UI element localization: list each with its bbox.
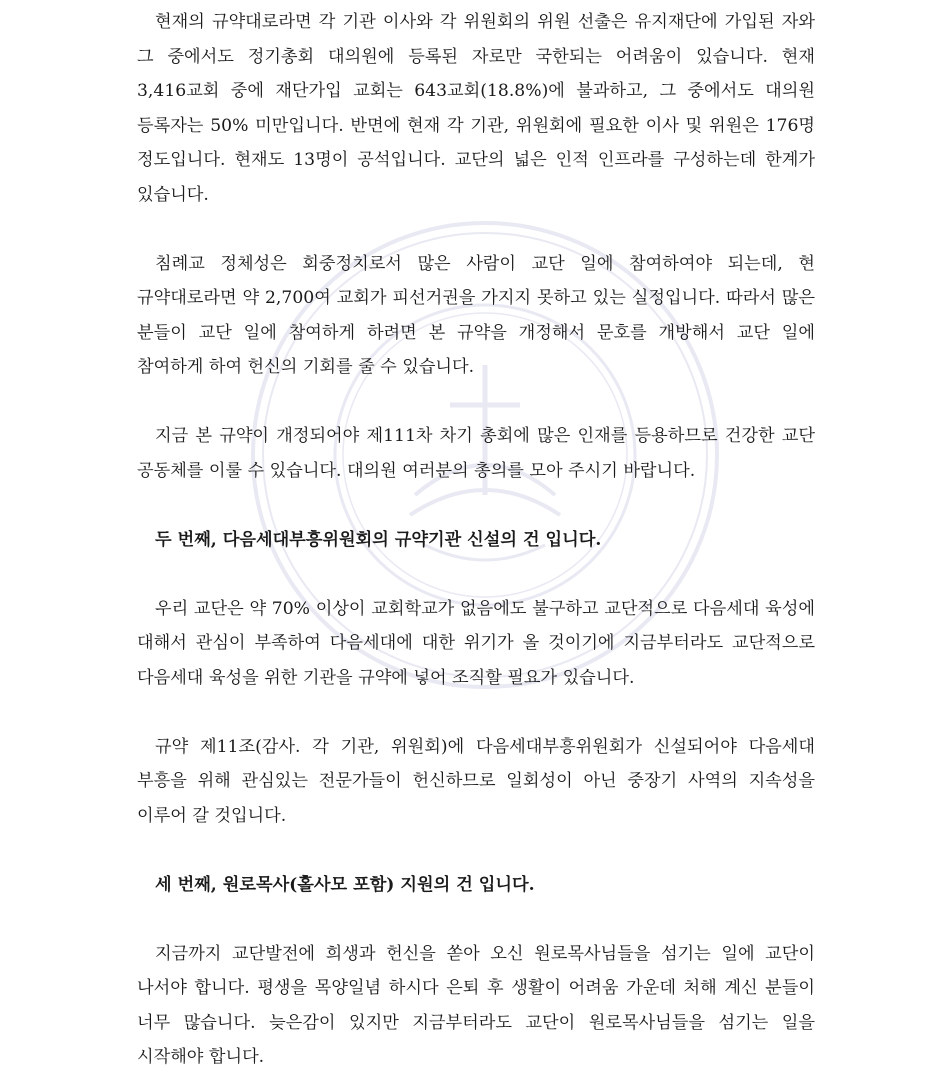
paragraph-next-generation-need: 우리 교단은 약 70% 이상이 교회학교가 없음에도 불구하고 교단적으로 다음세대 육성에 대해서 관심이 부족하여 다음세대에 대한 위기가 올 것이기에 지금부터라도 교단적으로 다음세대 육성을 위한 기관을 규약에 넣어 조직할 필요가 있습니다. bbox=[137, 598, 815, 688]
paragraph-qualification-problem: 현재의 규약대로라면 각 기관 이사와 각 위원회의 위원 선출은 유지재단에 가입된 자와 그 중에서도 정기총회 대의원에 등록된 자로만 국한되는 어려움이 있습니다. 현재 3,416교회 중에 재단가입 교회는 643교회(18.8%)에 불과하고, 그 중에서도 대의원 등록자는 50% 미만입니다. 반면에 현재 각 기관, 위원회에 필요한 이사 및 위원은 176명 정도입니다. 현재도 13명이 공석입니다. 교단의 넓은 인적 인프라를 구성하는데 한계가 있습니다. bbox=[137, 12, 815, 205]
paragraph-gap bbox=[137, 488, 815, 523]
section-heading-second: 두 번째, 다음세대부흥위원회의 규약기관 신설의 건 입니다. bbox=[155, 529, 602, 550]
paragraph-appeal: 지금 본 규약이 개정되어야 제111차 차기 총회에 많은 인재를 등용하므로 건강한 교단 공동체를 이룰 수 있습니다. 대의원 여러분의 총의를 모아 주시기 바랍니다. bbox=[137, 426, 815, 481]
paragraph-gap bbox=[137, 212, 815, 247]
paragraph-gap bbox=[137, 833, 815, 868]
paragraph-gap bbox=[137, 695, 815, 730]
section-heading-third: 세 번째, 원로목사(홀사모 포함) 지원의 건 입니다. bbox=[155, 874, 535, 895]
paragraph-retired-pastors: 지금까지 교단발전에 희생과 헌신을 쏟아 오신 원로목사님들을 섬기는 일에 교단이 나서야 합니다. 평생을 목양일념 하시다 은퇴 후 생활이 어려움 가운데 처해 계신 분들이 너무 많습니다. 늦은감이 있지만 지금부터라도 교단이 원로목사님들을 섬기는 일을 시작해야 합니다. bbox=[137, 943, 815, 1067]
paragraph-gap bbox=[137, 385, 815, 420]
paragraph-article-11: 규약 제11조(감사. 각 기관, 위원회)에 다음세대부흥위원회가 신설되어야 다음세대 부흥을 위해 관심있는 전문가들이 헌신하므로 일회성이 아닌 중장기 사역의 지속성을 이루어 갈 것입니다. bbox=[137, 736, 815, 826]
document-body bbox=[137, 0, 815, 1075]
paragraph-gap bbox=[137, 557, 815, 592]
paragraph-congregational-polity: 침례교 정체성은 회중정치로서 많은 사람이 교단 일에 참여하여야 되는데, 현 규약대로라면 약 2,700여 교회가 피선거권을 가지지 못하고 있는 실정입니다. 따라서 많은 분들이 교단 일에 참여하게 하려면 본 규약을 개정해서 문호를 개방해서 교단 일에 참여하게 하여 헌신의 기회를 줄 수 있습니다. bbox=[137, 253, 815, 377]
paragraph-gap bbox=[137, 902, 815, 937]
